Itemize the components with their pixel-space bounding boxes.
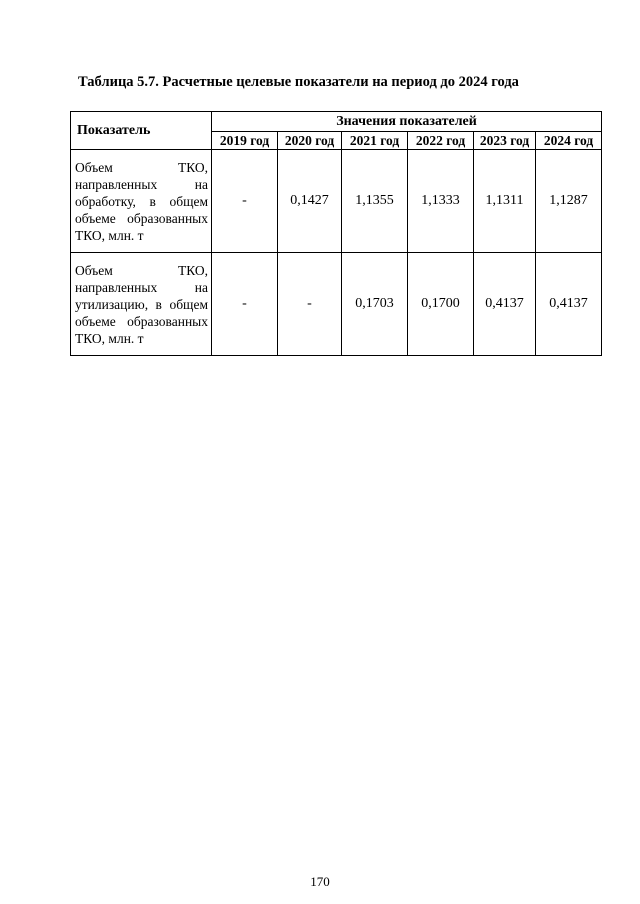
indicator-column-header: Показатель (71, 112, 212, 150)
year-header: 2022 год (408, 132, 474, 150)
value-cell: - (212, 253, 278, 356)
table-row (71, 253, 602, 356)
year-header: 2024 год (536, 132, 602, 150)
indicators-table (70, 111, 602, 356)
value-cell: 1,1287 (536, 150, 602, 253)
table-row (71, 150, 602, 253)
value-cell: 0,1703 (342, 253, 408, 356)
page-number: 170 (310, 874, 330, 889)
year-header: 2021 год (342, 132, 408, 150)
value-cell: 0,1427 (278, 150, 342, 253)
value-cell: 1,1333 (408, 150, 474, 253)
value-cell: 0,1700 (408, 253, 474, 356)
year-header: 2019 год (212, 132, 278, 150)
value-cell: 1,1311 (474, 150, 536, 253)
year-header: 2020 год (278, 132, 342, 150)
row-label: Объем ТКО, направленных на утилизацию, в общем объеме образованных ТКО, млн. т (71, 253, 212, 356)
table-caption: Таблица 5.7. Расчетные целевые показатели на период до 2024 года (78, 74, 519, 90)
year-header: 2023 год (474, 132, 536, 150)
value-cell: - (278, 253, 342, 356)
value-cell: 0,4137 (474, 253, 536, 356)
row-label: Объем ТКО, направленных на обработку, в общем объеме образованных ТКО, млн. т (71, 150, 212, 253)
values-group-header: Значения показателей (212, 112, 602, 132)
value-cell: - (212, 150, 278, 253)
value-cell: 1,1355 (342, 150, 408, 253)
value-cell: 0,4137 (536, 253, 602, 356)
